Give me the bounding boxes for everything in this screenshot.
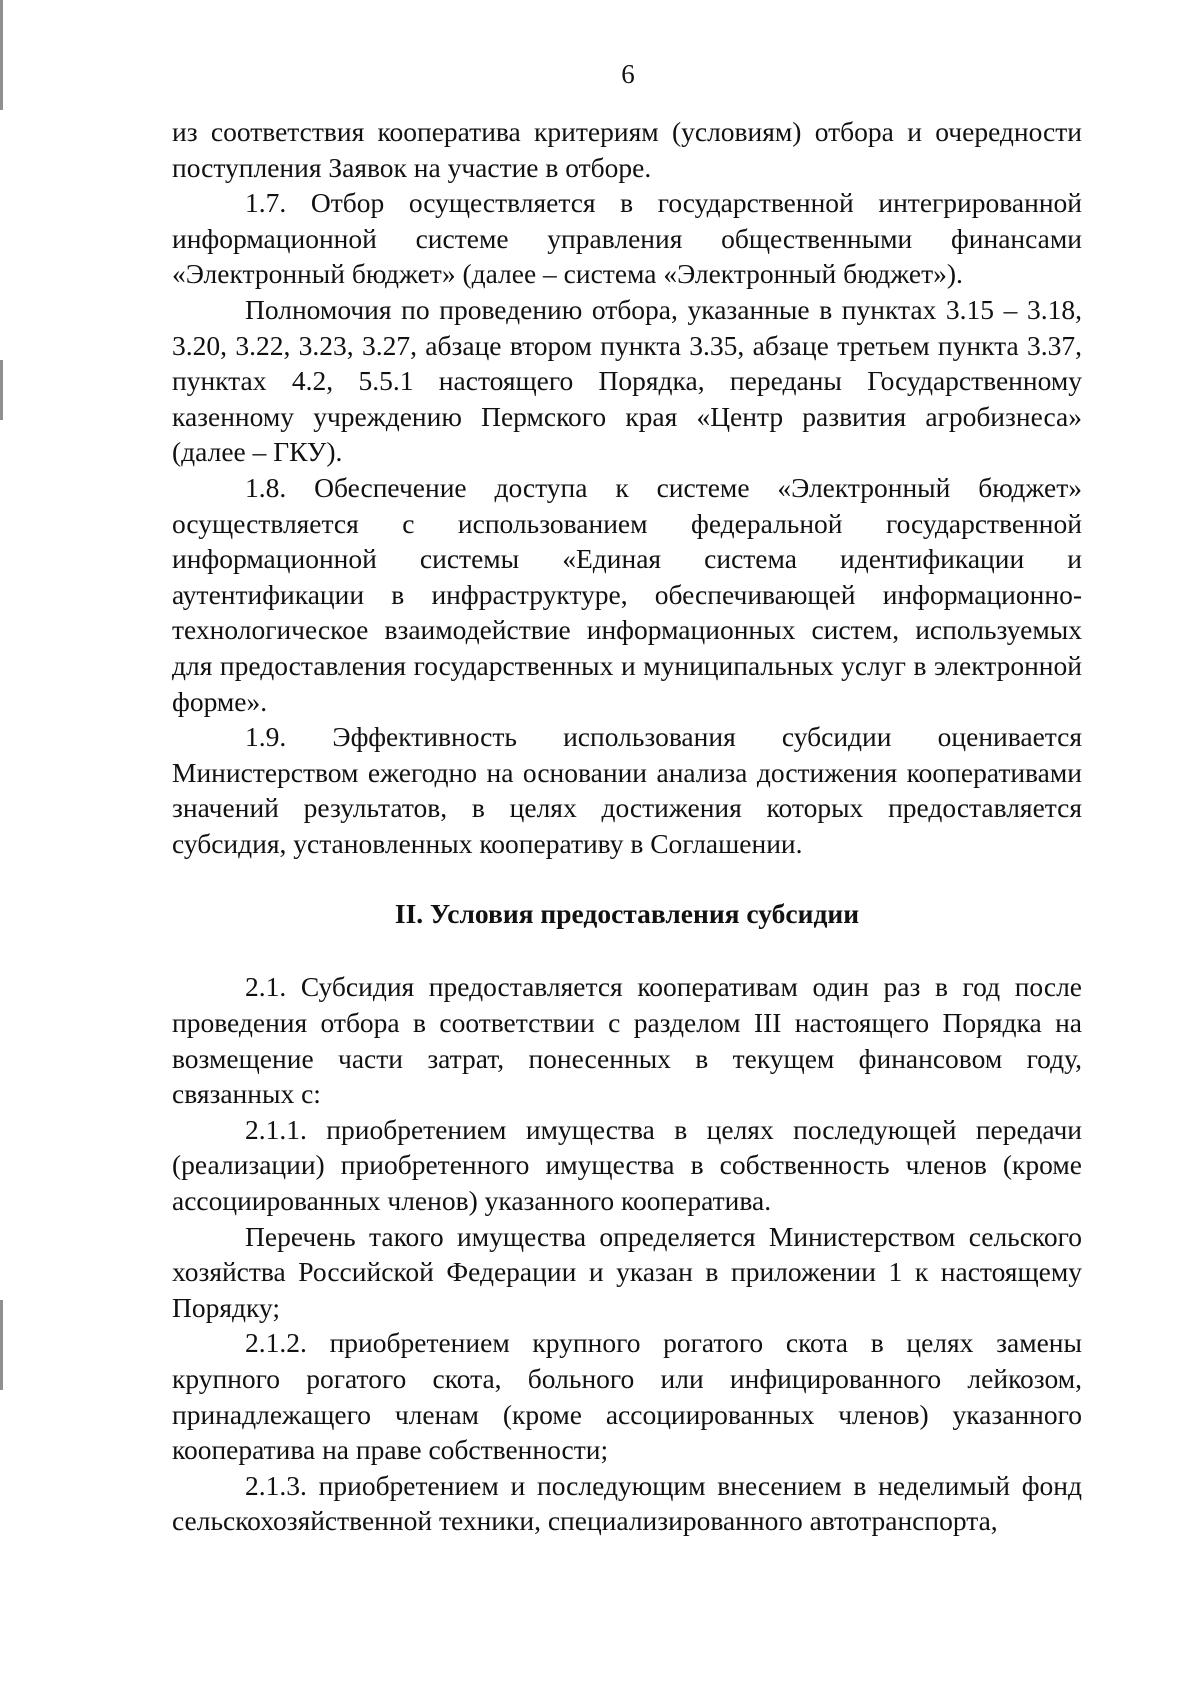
paragraph: 2.1.1. приобретением имущества в целях последующей передачи (реализации) приобретенного имущества в собственность членов (кроме ассоциированных членов) указанного кооператива. [172,1113,1082,1217]
paragraph: 2.1. Субсидия предоставляется кооперативам один раз в год после проведения отбора в соответствии с разделом III настоящего Порядка на возмещение части затрат, понесенных в текущем финансовом году, связанных с: [172,971,1082,1110]
scan-edge-mark [0,360,3,420]
section-heading: II. Условия предоставления субсидии [394,898,860,930]
paragraph: 2.1.2. приобретением крупного рогатого скота в целях замены крупного рогатого скота, больного или инфицированного лейкозом, принадлежащего членам (кроме ассоциированных членов) указанного кооператива на праве собственности; [172,1327,1082,1466]
scan-edge-mark [0,0,3,110]
paragraph: Полномочия по проведению отбора, указанные в пунктах 3.15 – 3.18, 3.20, 3.22, 3.23, 3.27, абзаце втором пункта 3.35, абзаце третьем пункта 3.37, пунктах 4.2, 5.5.1 настоящего Порядка, переданы Государственному казенному учреждению Пермского края «Центр развития агробизнеса» (далее – ГКУ). [172,293,1082,468]
paragraph: 1.8. Обеспечение доступа к системе «Электронный бюджет» осуществляется с использованием федеральной государственной информационной системы «Единая система идентификации и аутентификации в инфраструктуре, обеспечивающей информационно-технологическое взаимодействие информационных систем, используемых для предоставления государственных и муниципальных услуг в электронной форме». [172,471,1082,717]
paragraph: Перечень такого имущества определяется Министерством сельского хозяйства Российской Федерации и указан в приложении 1 к настоящему Порядку; [172,1220,1082,1323]
page-number: 6 [621,59,635,89]
paragraph: 1.9. Эффективность использования субсидии оценивается Министерством ежегодно на основании анализа достижения кооперативами значений результатов, в целях достижения которых предоставляется субсидия, установленных кооперативу в Соглашении. [172,721,1082,859]
document-body [172,114,1082,1539]
scan-edge-mark [0,1300,3,1390]
paragraph: из соответствия кооператива критериям (условиям) отбора и очередности поступления Заявок на участие в отборе. [172,116,1082,183]
paragraph: 1.7. Отбор осуществляется в государственной интегрированной информационной системе управления общественными финансами «Электронный бюджет» (далее – система «Электронный бюджет»). [172,187,1082,290]
paragraph: 2.1.3. приобретением и последующим внесением в неделимый фонд сельскохозяйственной техники, специализированного автотранспорта, [172,1469,1082,1537]
